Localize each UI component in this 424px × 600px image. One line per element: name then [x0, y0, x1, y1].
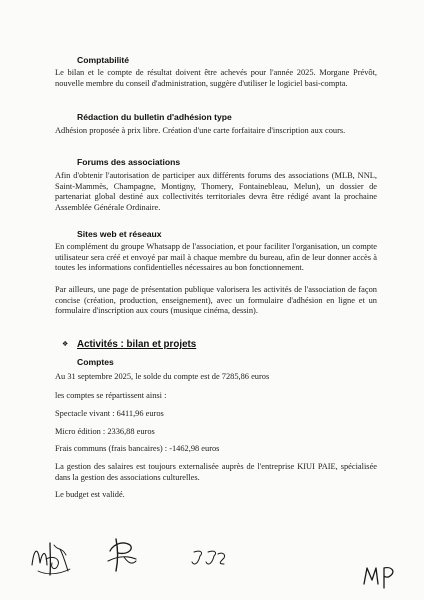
text-repartition: les comptes se répartissent ainsi : — [55, 391, 167, 400]
signature-2 — [104, 535, 140, 573]
signature-initials-mp — [362, 560, 402, 592]
paragraph-forums: Afin d'obtenir l'autorisation de participer aux différents forums des associations (MLB, NNL, Saint-Mammès, Champagne, Montigny, Thomery, Fontainebleau, Melun), un dossier de partenariat global destiné aux collectivités territoriales devra être rédigé avant la prochaine Assemblée Générale Ordinaire. — [55, 171, 377, 213]
text-spectacle-vivant: Spectacle vivant : 6411,96 euros — [55, 409, 164, 418]
paragraph-sites-web-1: En complément du groupe Whatsapp de l'association, et pour faciliter l'organisation, un compte utilisateur sera créé et envoyé par mail à chaque membre du bureau, afin de leur donner accès à toutes les informations confidentielles nécessaires au bon fonctionnement. — [55, 242, 377, 273]
paragraph-comptabilite: Le bilan et le compte de résultat doivent être achevés pour l'année 2025. Morgane Prévôt, nouvelle membre du conseil d'administration, suggère d'utiliser le logiciel basi-compta. — [55, 68, 377, 88]
paragraph-salaires: La gestion des salaires est toujours externalisée auprès de l'entreprise KIUI PAIE, spécialisée dans la gestion des associations culturelles. — [55, 462, 377, 482]
text-budget: Le budget est validé. — [55, 490, 125, 499]
text-frais-communs: Frais communs (frais bancaires) : -1462,98 euros — [55, 444, 220, 453]
signature-3 — [190, 548, 230, 570]
section-title-comptabilite: Comptabilité — [77, 55, 130, 65]
paragraph-sites-web-2: Par ailleurs, une page de présentation publique valorisera les activités de l'association de façon concise (création, production, enseignement), avec un formulaire d'adhésion en ligne et un formulaire d'inscription aux cours (musique cinéma, dessin). — [55, 285, 377, 316]
text-micro-edition: Micro édition : 2336,88 euros — [55, 427, 155, 436]
subsection-title-comptes: Comptes — [77, 357, 114, 367]
text-solde: Au 31 septembre 2025, le solde du compte est de 7285,86 euros — [55, 372, 270, 381]
paragraph-bulletin: Adhésion proposée à prix libre. Création d'une carte forfaitaire d'inscription aux cours. — [55, 126, 346, 135]
section-title-activites: Activités : bilan et projets — [77, 339, 197, 350]
section-title-bulletin: Rédaction du bulletin d'adhésion type — [77, 112, 232, 122]
section-title-sites-web: Sites web et réseaux — [77, 229, 162, 239]
diamond-bullet-icon: ❖ — [62, 340, 69, 348]
signature-1 — [28, 535, 74, 579]
section-title-forums: Forums des associations — [77, 157, 181, 167]
